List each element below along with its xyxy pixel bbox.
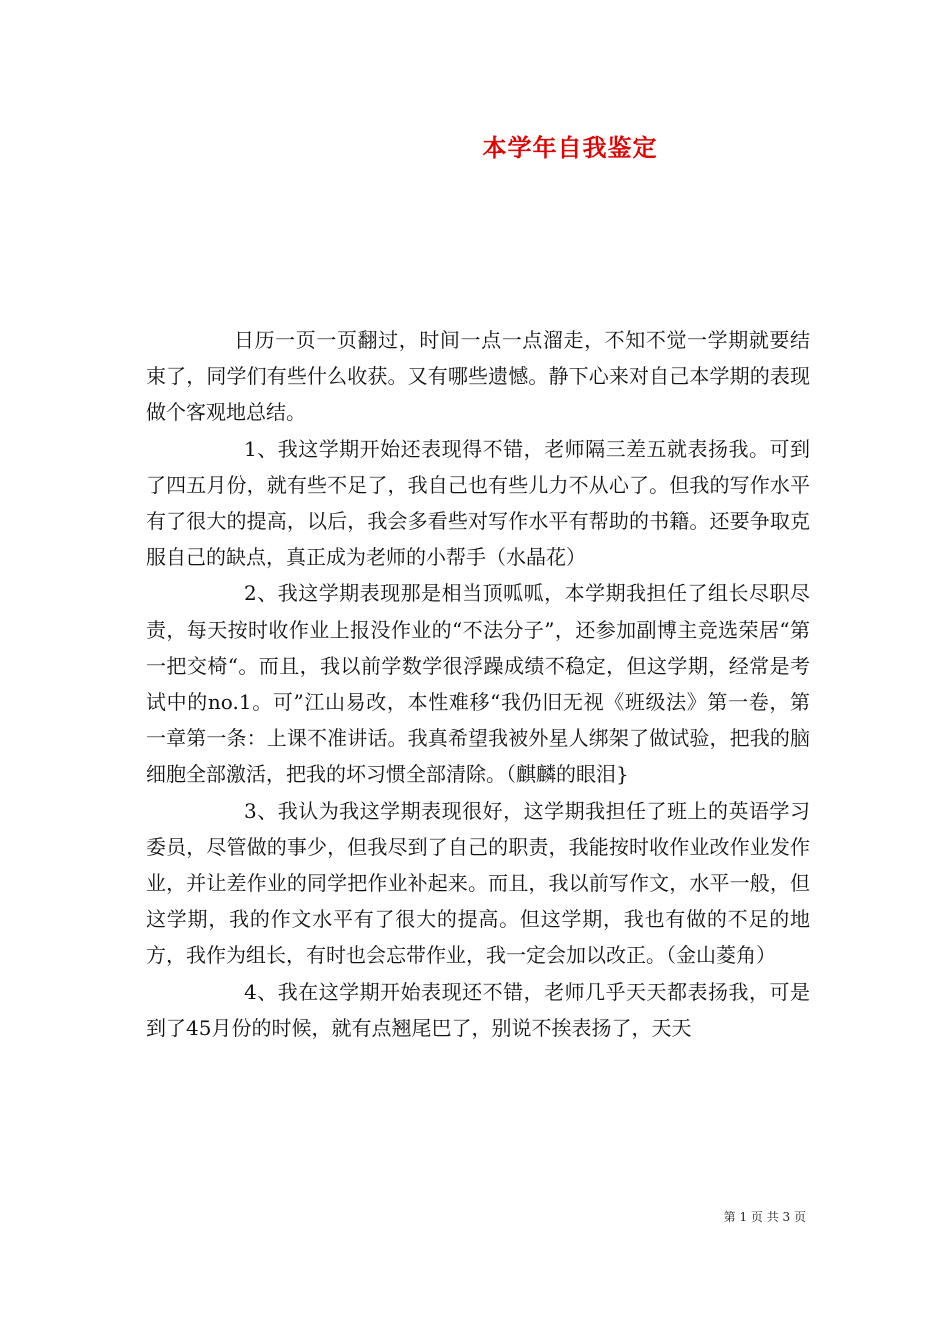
document-title-container — [0, 128, 950, 163]
document-body — [146, 322, 810, 1046]
paragraph-1: 1、我这学期开始还表现得不错，老师隔三差五就表扬我。可到了四五月份，就有些不足了，我自己也有些儿力不从心了。但我的写作水平有了很大的提高，以后，我会多看些对写作水平有帮助的书籍。还要争取克服自己的缺点，真正成为老师的小帮手（水晶花） — [146, 436, 810, 570]
paragraph-2: 2、我这学期表现那是相当顶呱呱，本学期我担任了组长尽职尽责，每天按时收作业上报没作业的“不法分子”，还参加副博主竞选荣居“第一把交椅“。而且，我以前学数学很浮躁成绩不稳定，但这学期，经常是考试中的no.1。可”江山易改，本性难移“我仍旧无视《班级法》第一卷，第一章第一条：上课不准讲话。我真希望我被外星人绑架了做试验，把我的脑细胞全部激活，把我的坏习惯全部清除。（麒麟的眼泪} — [146, 581, 810, 787]
page-footer: 第 1 页 共 3 页 — [723, 1210, 806, 1224]
paragraph-3: 3、我认为我这学期表现很好，这学期我担任了班上的英语学习委员，尽管做的事少，但我尽到了自己的职责，我能按时收作业改作业发作业，并让差作业的同学把作业补起来。而且，我以前写作文，水平一般，但这学期，我的作文水平有了很大的提高。但这学期，我也有做的不足的地方，我作为组长，有时也会忘带作业，我一定会加以改正。（金山菱角） — [146, 798, 810, 968]
document-title: 本学年自我鉴定 — [482, 134, 658, 162]
paragraph-4: 4、我在这学期开始表现还不错，老师几乎天天都表扬我，可是到了45月份的时候，就有点翘尾巴了，别说不挨表扬了，天天 — [146, 979, 810, 1040]
paragraph-intro: 日历一页一页翻过，时间一点一点溜走，不知不觉一学期就要结束了，同学们有些什么收获。又有哪些遗憾。静下心来对自己本学期的表现做个客观地总结。 — [146, 328, 810, 425]
